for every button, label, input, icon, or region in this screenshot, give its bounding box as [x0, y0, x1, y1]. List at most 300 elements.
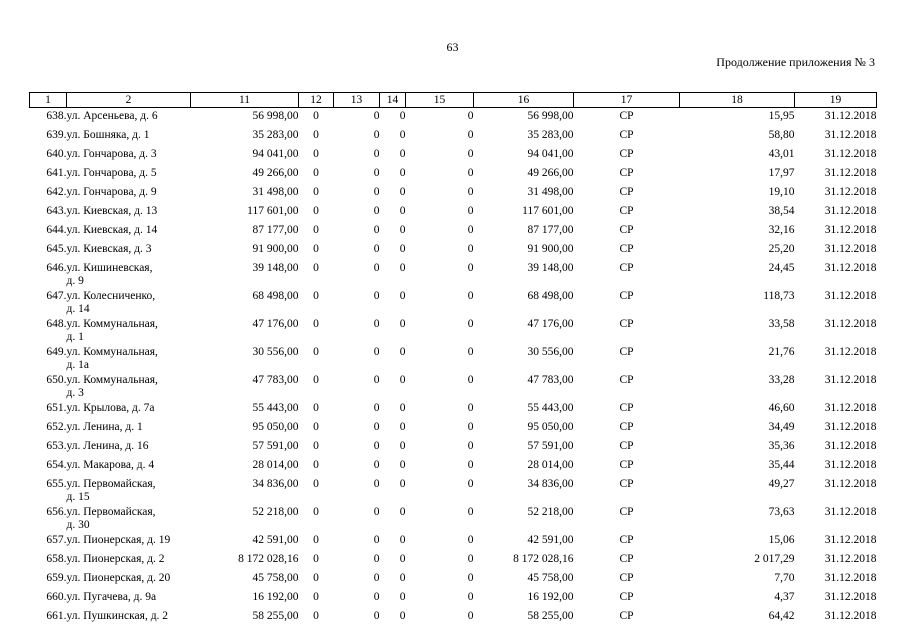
col-13-cell: 0	[373, 129, 380, 141]
table-row	[30, 165, 877, 184]
col-17-cell: СР	[619, 478, 634, 490]
col-16-cell: 49 266,00	[527, 167, 574, 179]
col-19-cell: 31.12.2018	[824, 318, 877, 330]
col-19-cell: 31.12.2018	[824, 374, 877, 386]
col-16-cell: 117 601,00	[522, 205, 574, 217]
col-12-cell: 0	[313, 318, 319, 330]
address-line: ул. Макарова, д. 4	[66, 459, 155, 471]
col-12-cell: 0	[313, 290, 319, 302]
address-cell	[67, 288, 191, 316]
col-11-cell: 8 172 028,16	[238, 553, 299, 565]
col-12-cell: 0	[313, 129, 319, 141]
address-line: ул. Гончарова, д. 9	[66, 186, 157, 198]
col-14-cell: 0	[399, 167, 406, 179]
table-row	[30, 316, 877, 344]
address-cell	[67, 127, 191, 146]
row-number-cell: 658.	[46, 553, 67, 565]
row-number-cell: 650.	[46, 374, 67, 386]
col-11-cell: 39 148,00	[252, 262, 299, 274]
address-cell	[67, 504, 191, 532]
col-15-cell: 0	[467, 421, 474, 433]
col-18-cell: 118,73	[763, 290, 795, 302]
address-line: д. 30	[66, 519, 90, 531]
col-16-cell: 58 255,00	[527, 610, 574, 622]
col-11-cell: 52 218,00	[252, 506, 299, 518]
col-19-cell: 31.12.2018	[824, 459, 877, 471]
col-12-cell: 0	[313, 610, 319, 622]
col-15-cell: 0	[467, 243, 474, 255]
col-13-cell: 0	[373, 421, 380, 433]
col-14-cell: 0	[399, 374, 406, 386]
col-15-cell: 0	[467, 167, 474, 179]
col-16-cell: 95 050,00	[527, 421, 574, 433]
col-13-cell: 0	[373, 262, 380, 274]
col-11-cell: 45 758,00	[252, 572, 299, 584]
col-14-cell: 0	[399, 262, 406, 274]
address-line: ул. Пионерская, д. 2	[66, 553, 165, 565]
address-line: ул. Гончарова, д. 3	[66, 148, 157, 160]
col-16-cell: 35 283,00	[527, 129, 574, 141]
col-18-cell: 17,97	[768, 167, 795, 179]
col-12-cell: 0	[313, 591, 319, 603]
address-line: ул. Киевская, д. 13	[66, 205, 158, 217]
col-16-cell: 47 783,00	[527, 374, 574, 386]
address-line: ул. Киевская, д. 14	[66, 224, 158, 236]
col-17-cell: СР	[619, 243, 634, 255]
address-line: ул. Первомайская,	[66, 478, 156, 490]
col-11-cell: 55 443,00	[252, 402, 299, 414]
address-line: ул. Коммунальная,	[66, 374, 158, 386]
row-number-cell: 643.	[46, 205, 67, 217]
address-cell	[67, 146, 191, 165]
column-header: 18	[680, 93, 795, 108]
table-row	[30, 589, 877, 608]
address-line: д. 9	[66, 275, 84, 287]
row-number-cell: 639.	[46, 129, 67, 141]
table-row	[30, 457, 877, 476]
col-14-cell: 0	[399, 129, 406, 141]
col-17-cell: СР	[619, 205, 634, 217]
col-11-cell: 35 283,00	[252, 129, 299, 141]
address-cell	[67, 241, 191, 260]
col-15-cell: 0	[467, 224, 474, 236]
row-number-cell: 656.	[46, 506, 67, 518]
col-17-cell: СР	[619, 186, 634, 198]
column-header: 17	[574, 93, 680, 108]
col-15-cell: 0	[467, 129, 474, 141]
col-14-cell: 0	[399, 243, 406, 255]
address-line: д. 15	[66, 491, 90, 503]
col-13-cell: 0	[373, 110, 380, 122]
table-row	[30, 344, 877, 372]
address-cell	[67, 108, 191, 128]
col-13-cell: 0	[373, 572, 380, 584]
col-19-cell: 31.12.2018	[824, 205, 877, 217]
col-17-cell: СР	[619, 534, 634, 546]
col-12-cell: 0	[313, 262, 319, 274]
col-17-cell: СР	[619, 129, 634, 141]
col-19-cell: 31.12.2018	[824, 290, 877, 302]
row-number-cell: 645.	[46, 243, 67, 255]
col-15-cell: 0	[467, 374, 474, 386]
col-15-cell: 0	[467, 478, 474, 490]
col-13-cell: 0	[373, 224, 380, 236]
row-number-cell: 654.	[46, 459, 67, 471]
table-row	[30, 438, 877, 457]
col-18-cell: 58,80	[768, 129, 795, 141]
col-19-cell: 31.12.2018	[824, 262, 877, 274]
col-16-cell: 91 900,00	[527, 243, 574, 255]
address-line: ул. Пугачева, д. 9а	[66, 591, 157, 603]
col-13-cell: 0	[373, 186, 380, 198]
col-17-cell: СР	[619, 591, 634, 603]
column-header: 16	[474, 93, 574, 108]
table-row	[30, 127, 877, 146]
address-cell	[67, 203, 191, 222]
col-17-cell: СР	[619, 148, 634, 160]
col-12-cell: 0	[313, 186, 319, 198]
col-16-cell: 8 172 028,16	[513, 553, 574, 565]
col-14-cell: 0	[399, 534, 406, 546]
col-18-cell: 21,76	[768, 346, 795, 358]
column-header: 1	[30, 93, 67, 108]
address-line: д. 14	[66, 303, 90, 315]
col-14-cell: 0	[399, 506, 406, 518]
col-12-cell: 0	[313, 440, 319, 452]
column-header: 15	[406, 93, 474, 108]
col-15-cell: 0	[467, 346, 474, 358]
col-18-cell: 64,42	[768, 610, 795, 622]
table-row	[30, 241, 877, 260]
col-12-cell: 0	[313, 459, 319, 471]
col-19-cell: 31.12.2018	[824, 402, 877, 414]
col-13-cell: 0	[373, 506, 380, 518]
col-17-cell: СР	[619, 421, 634, 433]
col-14-cell: 0	[399, 572, 406, 584]
col-15-cell: 0	[467, 534, 474, 546]
col-17-cell: СР	[619, 374, 634, 386]
col-17-cell: СР	[619, 506, 634, 518]
col-12-cell: 0	[313, 167, 319, 179]
col-19-cell: 31.12.2018	[824, 346, 877, 358]
row-number-cell: 647.	[46, 290, 67, 302]
col-15-cell: 0	[467, 205, 474, 217]
col-16-cell: 52 218,00	[527, 506, 574, 518]
col-18-cell: 19,10	[768, 186, 795, 198]
col-11-cell: 91 900,00	[252, 243, 299, 255]
table-row	[30, 222, 877, 241]
table-row	[30, 288, 877, 316]
col-16-cell: 42 591,00	[527, 534, 574, 546]
col-16-cell: 55 443,00	[527, 402, 574, 414]
col-12-cell: 0	[313, 534, 319, 546]
col-16-cell: 45 758,00	[527, 572, 574, 584]
col-16-cell: 34 836,00	[527, 478, 574, 490]
address-line: ул. Колесниченко,	[66, 290, 156, 302]
col-16-cell: 94 041,00	[527, 148, 574, 160]
col-14-cell: 0	[399, 459, 406, 471]
col-18-cell: 35,44	[768, 459, 795, 471]
row-number-cell: 657.	[46, 534, 67, 546]
col-19-cell: 31.12.2018	[824, 224, 877, 236]
col-18-cell: 49,27	[768, 478, 795, 490]
col-13-cell: 0	[373, 205, 380, 217]
col-13-cell: 0	[373, 440, 380, 452]
col-16-cell: 87 177,00	[527, 224, 574, 236]
col-17-cell: СР	[619, 262, 634, 274]
col-14-cell: 0	[399, 553, 406, 565]
address-cell	[67, 608, 191, 627]
address-line: д. 1	[66, 331, 84, 343]
col-12-cell: 0	[313, 402, 319, 414]
col-17-cell: СР	[619, 459, 634, 471]
col-19-cell: 31.12.2018	[824, 440, 877, 452]
col-18-cell: 32,16	[768, 224, 795, 236]
address-cell	[67, 532, 191, 551]
col-18-cell: 35,36	[768, 440, 795, 452]
row-number-cell: 651.	[46, 402, 67, 414]
col-19-cell: 31.12.2018	[824, 129, 877, 141]
address-cell	[67, 457, 191, 476]
col-18-cell: 4,37	[774, 591, 795, 603]
row-number-cell: 644.	[46, 224, 67, 236]
col-11-cell: 47 176,00	[252, 318, 299, 330]
column-header: 12	[299, 93, 334, 108]
row-number-cell: 640.	[46, 148, 67, 160]
col-11-cell: 57 591,00	[252, 440, 299, 452]
address-line: ул. Киевская, д. 3	[66, 243, 152, 255]
table-row	[30, 570, 877, 589]
col-18-cell: 73,63	[768, 506, 795, 518]
col-12-cell: 0	[313, 506, 319, 518]
col-11-cell: 47 783,00	[252, 374, 299, 386]
col-15-cell: 0	[467, 290, 474, 302]
table-row	[30, 476, 877, 504]
col-13-cell: 0	[373, 591, 380, 603]
col-19-cell: 31.12.2018	[824, 243, 877, 255]
col-18-cell: 25,20	[768, 243, 795, 255]
col-17-cell: СР	[619, 290, 634, 302]
col-17-cell: СР	[619, 318, 634, 330]
col-14-cell: 0	[399, 402, 406, 414]
col-12-cell: 0	[313, 110, 319, 122]
col-13-cell: 0	[373, 243, 380, 255]
address-cell	[67, 438, 191, 457]
table-row	[30, 551, 877, 570]
col-13-cell: 0	[373, 346, 380, 358]
col-16-cell: 47 176,00	[527, 318, 574, 330]
address-line: ул. Пушкинская, д. 2	[66, 610, 169, 622]
col-11-cell: 30 556,00	[252, 346, 299, 358]
col-12-cell: 0	[313, 374, 319, 386]
table-row	[30, 108, 877, 128]
col-18-cell: 24,45	[768, 262, 795, 274]
col-11-cell: 34 836,00	[252, 478, 299, 490]
col-19-cell: 31.12.2018	[824, 186, 877, 198]
col-12-cell: 0	[313, 421, 319, 433]
table-body	[30, 108, 877, 628]
column-header: 2	[67, 93, 191, 108]
col-11-cell: 58 255,00	[252, 610, 299, 622]
col-19-cell: 31.12.2018	[824, 572, 877, 584]
address-cell	[67, 184, 191, 203]
document-subtitle: Продолжение приложения № 3	[716, 55, 875, 69]
address-cell	[67, 476, 191, 504]
col-11-cell: 56 998,00	[252, 110, 299, 122]
col-17-cell: СР	[619, 346, 634, 358]
col-14-cell: 0	[399, 148, 406, 160]
col-19-cell: 31.12.2018	[824, 478, 877, 490]
table-row	[30, 184, 877, 203]
col-13-cell: 0	[373, 478, 380, 490]
col-13-cell: 0	[373, 167, 380, 179]
col-19-cell: 31.12.2018	[824, 421, 877, 433]
col-11-cell: 68 498,00	[252, 290, 299, 302]
table-row	[30, 608, 877, 627]
address-cell	[67, 400, 191, 419]
col-18-cell: 38,54	[768, 205, 795, 217]
address-cell	[67, 222, 191, 241]
col-11-cell: 87 177,00	[252, 224, 299, 236]
col-14-cell: 0	[399, 110, 406, 122]
table-row	[30, 532, 877, 551]
col-14-cell: 0	[399, 224, 406, 236]
col-15-cell: 0	[467, 110, 474, 122]
col-12-cell: 0	[313, 243, 319, 255]
address-cell	[67, 589, 191, 608]
col-19-cell: 31.12.2018	[824, 167, 877, 179]
col-16-cell: 28 014,00	[527, 459, 574, 471]
col-19-cell: 31.12.2018	[824, 110, 877, 122]
col-18-cell: 33,28	[768, 374, 795, 386]
col-14-cell: 0	[399, 478, 406, 490]
address-line: ул. Пионерская, д. 20	[66, 572, 171, 584]
col-15-cell: 0	[467, 318, 474, 330]
row-number-cell: 659.	[46, 572, 67, 584]
row-number-cell: 646.	[46, 262, 67, 274]
col-19-cell: 31.12.2018	[824, 591, 877, 603]
col-13-cell: 0	[373, 534, 380, 546]
col-14-cell: 0	[399, 591, 406, 603]
col-18-cell: 46,60	[768, 402, 795, 414]
col-12-cell: 0	[313, 572, 319, 584]
col-15-cell: 0	[467, 440, 474, 452]
address-line: ул. Первомайская,	[66, 506, 156, 518]
col-17-cell: СР	[619, 167, 634, 179]
col-15-cell: 0	[467, 262, 474, 274]
col-16-cell: 56 998,00	[527, 110, 574, 122]
table-header-row	[30, 93, 877, 108]
address-cell	[67, 260, 191, 288]
col-15-cell: 0	[467, 591, 474, 603]
col-11-cell: 42 591,00	[252, 534, 299, 546]
col-13-cell: 0	[373, 318, 380, 330]
table-row	[30, 504, 877, 532]
col-17-cell: СР	[619, 610, 634, 622]
col-12-cell: 0	[313, 205, 319, 217]
address-line: ул. Ленина, д. 1	[66, 421, 143, 433]
col-14-cell: 0	[399, 186, 406, 198]
col-18-cell: 2 017,29	[754, 553, 795, 565]
col-17-cell: СР	[619, 110, 634, 122]
col-13-cell: 0	[373, 459, 380, 471]
address-line: ул. Арсеньева, д. 6	[66, 110, 158, 122]
col-13-cell: 0	[373, 148, 380, 160]
col-16-cell: 39 148,00	[527, 262, 574, 274]
col-12-cell: 0	[313, 553, 319, 565]
row-number-cell: 655.	[46, 478, 67, 490]
col-15-cell: 0	[467, 506, 474, 518]
col-12-cell: 0	[313, 346, 319, 358]
row-number-cell: 652.	[46, 421, 67, 433]
address-cell	[67, 551, 191, 570]
col-15-cell: 0	[467, 459, 474, 471]
row-number-cell: 648.	[46, 318, 67, 330]
col-13-cell: 0	[373, 610, 380, 622]
address-cell	[67, 165, 191, 184]
col-14-cell: 0	[399, 290, 406, 302]
data-table	[29, 92, 877, 627]
address-cell	[67, 419, 191, 438]
col-18-cell: 15,06	[768, 534, 795, 546]
address-cell	[67, 570, 191, 589]
col-18-cell: 43,01	[768, 148, 795, 160]
address-line: ул. Кишиневская,	[66, 262, 153, 274]
col-13-cell: 0	[373, 553, 380, 565]
row-number-cell: 641.	[46, 167, 67, 179]
address-line: ул. Пионерская, д. 19	[66, 534, 171, 546]
column-header: 14	[380, 93, 406, 108]
table-row	[30, 372, 877, 400]
col-13-cell: 0	[373, 374, 380, 386]
col-16-cell: 68 498,00	[527, 290, 574, 302]
col-17-cell: СР	[619, 440, 634, 452]
table-row	[30, 419, 877, 438]
col-12-cell: 0	[313, 148, 319, 160]
col-15-cell: 0	[467, 610, 474, 622]
col-11-cell: 31 498,00	[252, 186, 299, 198]
col-17-cell: СР	[619, 224, 634, 236]
address-cell	[67, 316, 191, 344]
col-17-cell: СР	[619, 553, 634, 565]
col-14-cell: 0	[399, 205, 406, 217]
address-line: ул. Коммунальная,	[66, 318, 158, 330]
column-header: 19	[795, 93, 877, 108]
col-15-cell: 0	[467, 186, 474, 198]
address-line: д. 1а	[66, 359, 89, 371]
address-line: д. 3	[66, 387, 84, 399]
row-number-cell: 649.	[46, 346, 67, 358]
col-19-cell: 31.12.2018	[824, 148, 877, 160]
col-16-cell: 57 591,00	[527, 440, 574, 452]
row-number-cell: 642.	[46, 186, 67, 198]
column-header: 13	[334, 93, 380, 108]
col-12-cell: 0	[313, 224, 319, 236]
col-11-cell: 49 266,00	[252, 167, 299, 179]
column-header: 11	[191, 93, 299, 108]
page-number: 63	[446, 40, 459, 54]
col-15-cell: 0	[467, 148, 474, 160]
table-row	[30, 146, 877, 165]
col-11-cell: 94 041,00	[252, 148, 299, 160]
col-14-cell: 0	[399, 610, 406, 622]
address-cell	[67, 344, 191, 372]
col-17-cell: СР	[619, 402, 634, 414]
row-number-cell: 653.	[46, 440, 67, 452]
col-17-cell: СР	[619, 572, 634, 584]
col-19-cell: 31.12.2018	[824, 506, 877, 518]
address-line: ул. Ленина, д. 16	[66, 440, 149, 452]
